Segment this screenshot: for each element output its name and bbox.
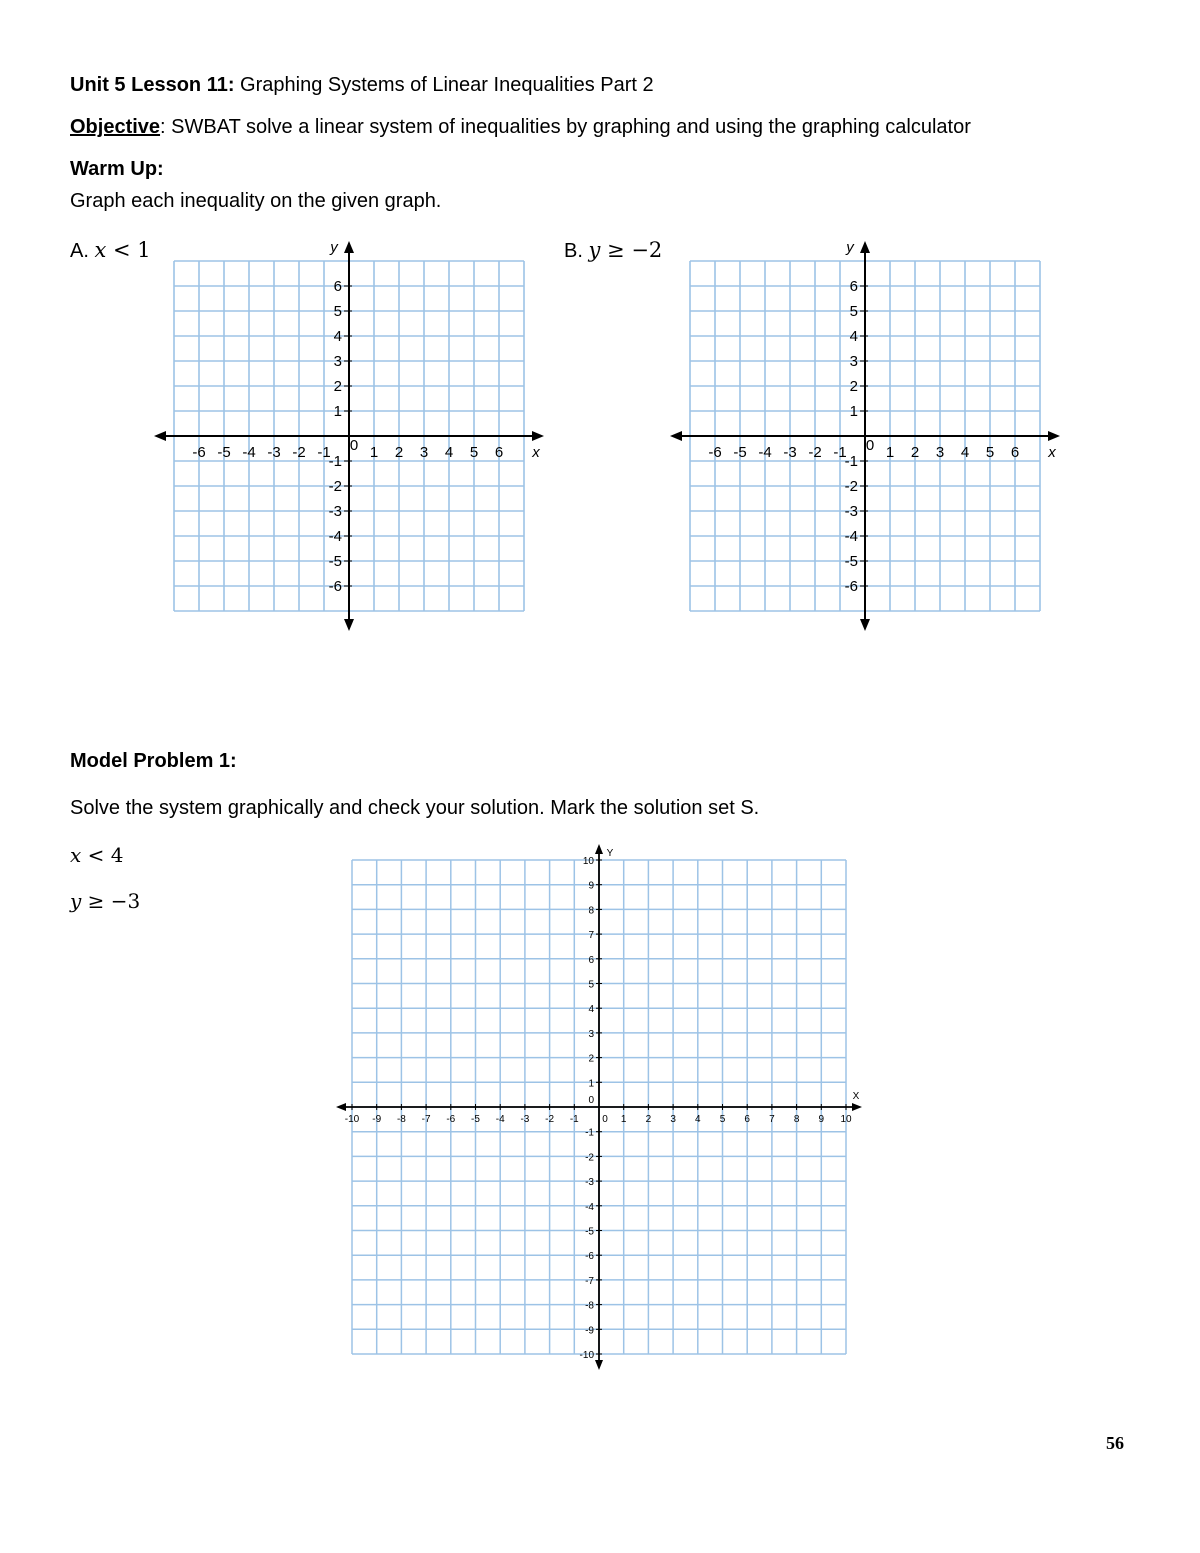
x-axis-right-arrow	[532, 431, 544, 441]
x-tick-label: 3	[419, 444, 429, 461]
y-axis-up-arrow	[595, 844, 603, 854]
x-axis-left-arrow	[336, 1103, 346, 1111]
y-tick-label: -2	[844, 478, 858, 495]
model-ineq1-value: 4	[110, 843, 124, 867]
y-tick-label: 4	[333, 328, 342, 345]
x-tick-label: -5	[471, 1114, 480, 1125]
y-tick-label: -9	[585, 1325, 594, 1337]
y-tick-label: -3	[585, 1177, 594, 1189]
x-tick-label: 6	[1010, 444, 1020, 461]
x-tick-label: 5	[719, 1114, 726, 1125]
y-tick-label: -6	[328, 578, 342, 595]
y-tick-label: 9	[588, 880, 594, 892]
x-tick-label: 1	[620, 1114, 627, 1125]
y-tick-label: -6	[585, 1251, 594, 1263]
y-axis-label: y	[846, 239, 854, 256]
y-tick-label: -1	[844, 453, 858, 470]
x-tick-label: -3	[783, 444, 797, 461]
page-number: 56	[1106, 1433, 1124, 1453]
x-axis-left-arrow	[670, 431, 682, 441]
x-tick-label: 3	[935, 444, 945, 461]
x-tick-label: 5	[469, 444, 479, 461]
model-instruction: Solve the system graphically and check your solution. Mark the solution set S.	[70, 797, 760, 819]
x-tick-label: 9	[818, 1114, 825, 1125]
problem-b-var: y	[588, 238, 601, 262]
x-axis-label: x	[1048, 444, 1056, 461]
x-tick-label: 7	[769, 1114, 775, 1125]
y-tick-label: 4	[588, 1004, 594, 1016]
x-axis-right-arrow	[1048, 431, 1060, 441]
model-ineq2-var: y	[70, 889, 82, 913]
y-tick-label: 0	[588, 1095, 594, 1106]
x-tick-label: 6	[494, 444, 504, 461]
x-tick-label: 2	[645, 1114, 652, 1125]
x-tick-label: -4	[242, 444, 256, 461]
y-tick-label: -2	[585, 1152, 594, 1164]
x-tick-label: -6	[192, 444, 206, 461]
y-axis-label: y	[330, 239, 338, 256]
model-ineq1-op: <	[87, 843, 105, 867]
x-tick-label: 4	[695, 1114, 701, 1125]
x-tick-label: -7	[421, 1114, 431, 1125]
problem-b-letter: B.	[564, 240, 583, 262]
problem-b-value: −2	[631, 238, 663, 262]
y-tick-label: -5	[328, 553, 342, 570]
x-tick-label: 4	[960, 444, 970, 461]
y-tick-label: 4	[849, 328, 858, 345]
x-tick-label: -4	[758, 444, 772, 461]
y-axis-up-arrow	[860, 241, 870, 253]
x-axis-label: X	[852, 1091, 860, 1102]
y-tick-label: 6	[588, 954, 594, 966]
page-title	[70, 74, 654, 97]
x-tick-label: 5	[985, 444, 995, 461]
x-tick-label: -3	[520, 1114, 530, 1125]
y-tick-label: -4	[585, 1201, 594, 1213]
objective-colon: :	[160, 116, 166, 138]
y-tick-label: 10	[582, 856, 594, 867]
objective	[70, 116, 971, 139]
problem-a-op: <	[113, 238, 131, 262]
model-inequality-1	[70, 843, 124, 867]
y-tick-label: 3	[333, 353, 342, 370]
x-tick-label: 10	[840, 1114, 852, 1125]
x-axis-right-arrow	[852, 1103, 862, 1111]
y-tick-label: -4	[328, 528, 342, 545]
y-tick-label: 5	[588, 979, 594, 991]
x-tick-label: -1	[317, 444, 331, 461]
y-tick-label: 2	[588, 1053, 594, 1065]
y-tick-label: 5	[849, 303, 858, 320]
y-axis-down-arrow	[344, 619, 354, 631]
y-tick-label: -8	[585, 1300, 594, 1312]
x-tick-label: 2	[910, 444, 920, 461]
x-tick-label: -5	[733, 444, 747, 461]
warmup-graph-b[interactable]	[666, 235, 1066, 635]
model-ineq2-op: ≥	[87, 889, 105, 913]
x-tick-label: 4	[444, 444, 454, 461]
y-tick-label: -7	[585, 1275, 594, 1287]
y-tick-label: 6	[333, 278, 342, 295]
model-heading: Model Problem 1:	[70, 750, 237, 772]
y-tick-label: -5	[585, 1226, 594, 1238]
y-tick-label: 2	[849, 378, 858, 395]
x-tick-label: -6	[708, 444, 722, 461]
y-axis-down-arrow	[595, 1360, 603, 1370]
problem-a-value: 1	[137, 238, 151, 262]
model-ineq1-var: x	[70, 843, 82, 867]
origin-label: 0	[349, 437, 359, 454]
warmup-graph-a[interactable]	[150, 235, 550, 635]
y-tick-label: -6	[844, 578, 858, 595]
y-tick-label: -4	[844, 528, 858, 545]
x-tick-label: 8	[793, 1114, 800, 1125]
x-tick-label: -9	[372, 1114, 382, 1125]
y-tick-label: -5	[844, 553, 858, 570]
objective-label: Objective	[70, 116, 161, 138]
x-axis-label: x	[532, 444, 540, 461]
y-tick-label: 6	[849, 278, 858, 295]
y-tick-label: 1	[588, 1078, 594, 1090]
y-tick-label: -2	[328, 478, 342, 495]
title-rest: Graphing Systems of Linear Inequalities Part 2	[234, 74, 654, 96]
x-tick-label: -2	[545, 1114, 555, 1125]
x-tick-label: 6	[744, 1114, 750, 1125]
y-tick-label: 1	[849, 403, 858, 420]
y-tick-label: -1	[328, 453, 342, 470]
x-tick-label: -1	[833, 444, 847, 461]
problem-a-label	[70, 238, 151, 263]
model-inequality-2	[70, 889, 140, 913]
x-tick-label: 1	[885, 444, 895, 461]
y-tick-label: 2	[333, 378, 342, 395]
x-tick-label: -3	[267, 444, 281, 461]
problem-a-letter: A.	[70, 240, 89, 262]
x-tick-label: -4	[495, 1114, 505, 1125]
problem-a-var: x	[94, 238, 107, 262]
x-tick-label: 0	[602, 1114, 608, 1125]
y-tick-label: -10	[579, 1350, 594, 1361]
x-tick-label: 3	[670, 1114, 676, 1125]
x-tick-label: 1	[369, 444, 379, 461]
problem-b-label	[564, 238, 662, 263]
title-bold: Unit 5 Lesson 11:	[70, 74, 235, 96]
y-tick-label: 8	[588, 905, 594, 917]
x-tick-label: -1	[569, 1114, 579, 1125]
y-tick-label: 3	[849, 353, 858, 370]
warmup-heading: Warm Up:	[70, 158, 164, 180]
y-tick-label: 5	[333, 303, 342, 320]
model-graph[interactable]	[330, 840, 870, 1380]
y-axis-up-arrow	[344, 241, 354, 253]
x-tick-label: -10	[344, 1114, 360, 1125]
y-axis-down-arrow	[860, 619, 870, 631]
x-tick-label: 2	[394, 444, 404, 461]
y-tick-label: 3	[588, 1028, 594, 1040]
y-tick-label: 1	[333, 403, 342, 420]
model-ineq2-value: −3	[110, 889, 141, 913]
y-tick-label: -3	[328, 503, 342, 520]
x-axis-left-arrow	[154, 431, 166, 441]
problem-b-op: ≥	[607, 238, 625, 262]
y-tick-label: 7	[588, 930, 594, 942]
y-axis-label: Y	[606, 848, 614, 859]
objective-text: SWBAT solve a linear system of inequalities by graphing and using the graphing calculator	[165, 116, 971, 138]
x-tick-label: -2	[808, 444, 822, 461]
x-tick-label: -8	[396, 1114, 406, 1125]
x-tick-label: -6	[446, 1114, 456, 1125]
origin-label: 0	[865, 437, 875, 454]
x-tick-label: -5	[217, 444, 231, 461]
y-tick-label: -1	[585, 1127, 594, 1139]
x-tick-label: -2	[292, 444, 306, 461]
warmup-instruction: Graph each inequality on the given graph.	[70, 190, 442, 212]
y-tick-label: -3	[844, 503, 858, 520]
